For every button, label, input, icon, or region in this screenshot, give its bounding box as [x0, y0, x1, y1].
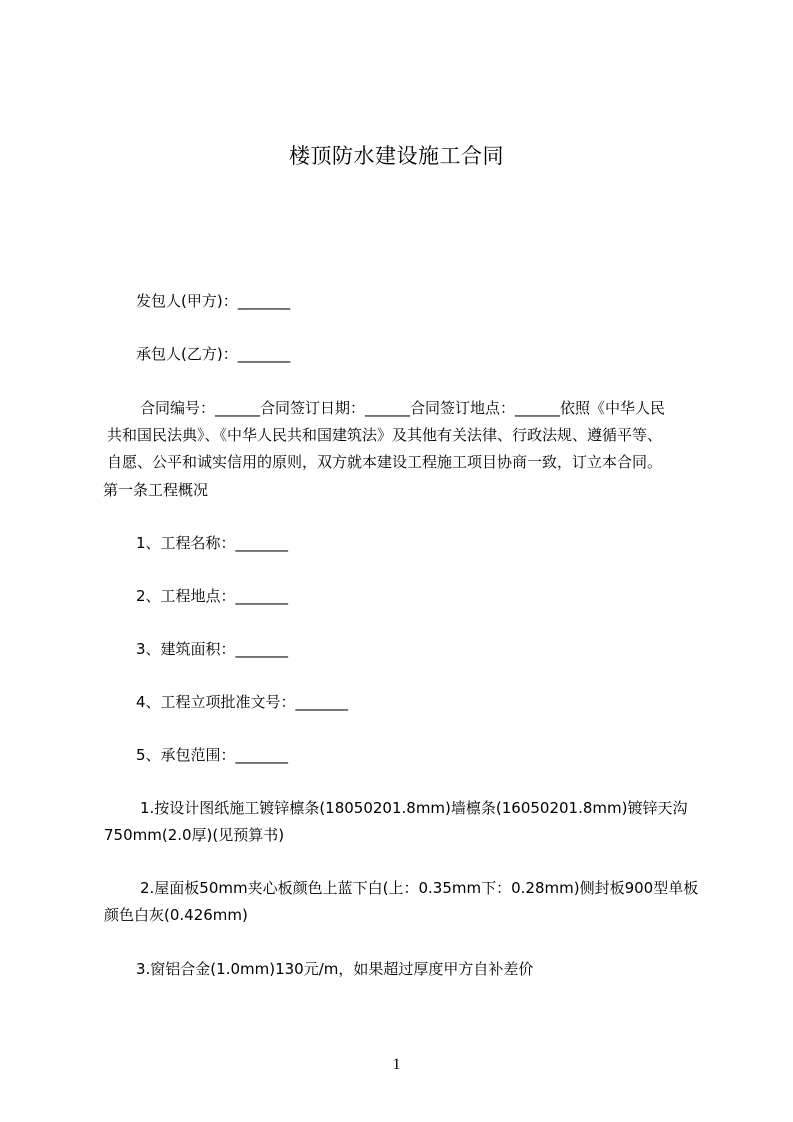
document-title: 楼顶防水建设施工合同 [289, 144, 504, 168]
item-project-location: 2、工程地点：_______ [136, 587, 289, 605]
scope-line-4: 颜色白灰(0.426mm) [104, 906, 248, 924]
item-approval-number: 4、工程立项批准文号：_______ [136, 693, 349, 711]
item-contract-scope: 5、承包范围：_______ [136, 746, 289, 764]
section-heading: 第一条工程概况 [103, 481, 209, 499]
preamble-line-1: 合同编号：______合同签订日期：______合同签订地点：______依照《中华人民 [140, 399, 666, 417]
scope-line-2: 750mm(2.0厚)(见预算书) [104, 826, 285, 844]
scope-line-1: 1.按设计图纸施工镀锌檩条(18050201.8mm)墙檩条(16050201.8mm)镀锌天沟 [140, 799, 688, 817]
party-a-line: 发包人(甲方)：_______ [136, 292, 291, 310]
scope-line-5: 3.窗铝合金(1.0mm)130元/m，如果超过厚度甲方自补差价 [136, 960, 534, 978]
preamble-line-2: 共和国民法典》、《中华人民共和国建筑法》及其他有关法律、行政法规、遵循平等、 [107, 426, 663, 444]
party-b-line: 承包人(乙方)：_______ [136, 345, 291, 363]
item-building-area: 3、建筑面积：_______ [136, 640, 289, 658]
preamble-line-3: 自愿、公平和诚实信用的原则，双方就本建设工程施工项目协商一致，订立本合同。 [107, 453, 663, 471]
page-number: 1 [392, 1056, 401, 1073]
item-project-name: 1、工程名称：_______ [136, 534, 289, 552]
scope-line-3: 2.屋面板50mm夹心板颜色上蓝下白(上：0.35mm下：0.28mm)侧封板900型单板 [140, 879, 699, 897]
